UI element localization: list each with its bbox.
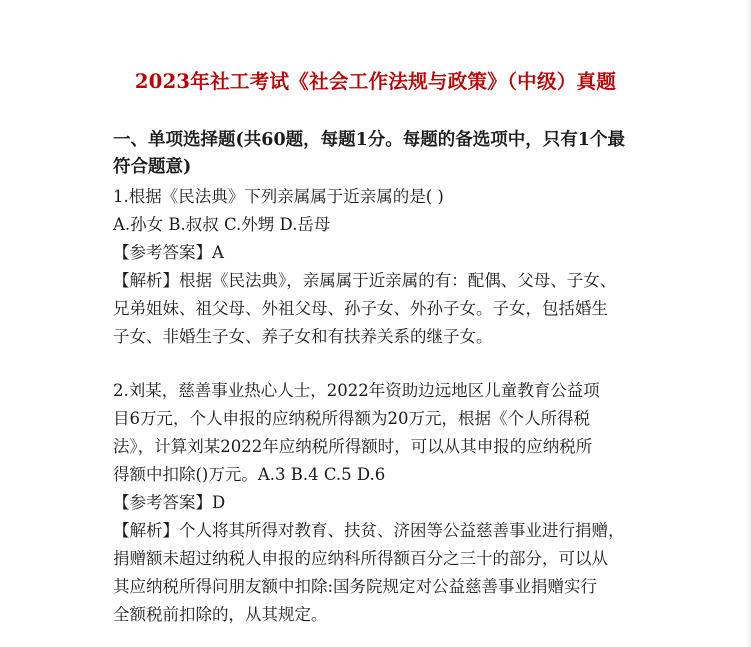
document-body [113, 127, 658, 629]
question-1-explanation-line-2: 兄弟姐妹、祖父母、外祖父母、孙子女、外孙子女。子女，包括婚生 [113, 299, 608, 318]
question-1 [113, 183, 658, 351]
question-1-explanation-line-3: 子女、非婚生子女、养子女和有扶养关系的继子女。 [113, 327, 493, 346]
section-heading [113, 127, 658, 181]
question-2-stem-line-1: 2.刘某，慈善事业热心人士，2022年资助边远地区儿童教育公益项 [113, 381, 600, 400]
question-2-explanation-line-4: 全额税前扣除的，从其规定。 [113, 605, 328, 624]
question-2-explanation-line-2: 捐赠额未超过纳税人申报的应纳科所得额百分之三十的部分，可以从 [113, 549, 608, 568]
question-2 [113, 377, 658, 629]
question-1-explanation-line-1: 【解析】根据《民法典》，亲属属于近亲属的有：配偶、父母、子女、 [113, 271, 617, 290]
section-heading-line-1: 一、单项选择题(共60题，每题1分。每题的备选项中，只有1个最 [113, 130, 625, 150]
section-heading-line-2: 符合题意) [113, 157, 192, 177]
question-2-explanation-line-3: 其应纳税所得问朋友额中扣除:国务院规定对公益慈善事业捐赠实行 [113, 577, 598, 596]
question-spacer [113, 351, 658, 377]
question-2-stem-line-4: 得额中扣除()万元。A.3 B.4 C.5 D.6 [113, 465, 386, 484]
question-1-stem: 1.根据《民法典》下列亲属属于近亲属的是( ) [113, 187, 444, 206]
question-1-options: A.孙女 B.叔叔 C.外甥 D.岳母 [113, 215, 331, 234]
question-2-stem-line-3: 法》，计算刘某2022年应纳税所得额时，可以从其申报的应纳税所 [113, 437, 593, 456]
document-title: 2023年社工考试《社会工作法规与政策》（中级）真题 [134, 70, 617, 93]
page-edge-shadow [745, 0, 751, 647]
question-2-explanation-line-1: 【解析】个人将其所得对教育、扶贫、济困等公益慈善事业进行捐赠， [113, 521, 625, 540]
question-1-answer: 【参考答案】A [113, 243, 224, 262]
question-2-stem-line-2: 目6万元，个人申报的应纳税所得额为20万元，根据《个人所得税 [113, 409, 590, 428]
question-2-answer: 【参考答案】D [113, 493, 226, 512]
